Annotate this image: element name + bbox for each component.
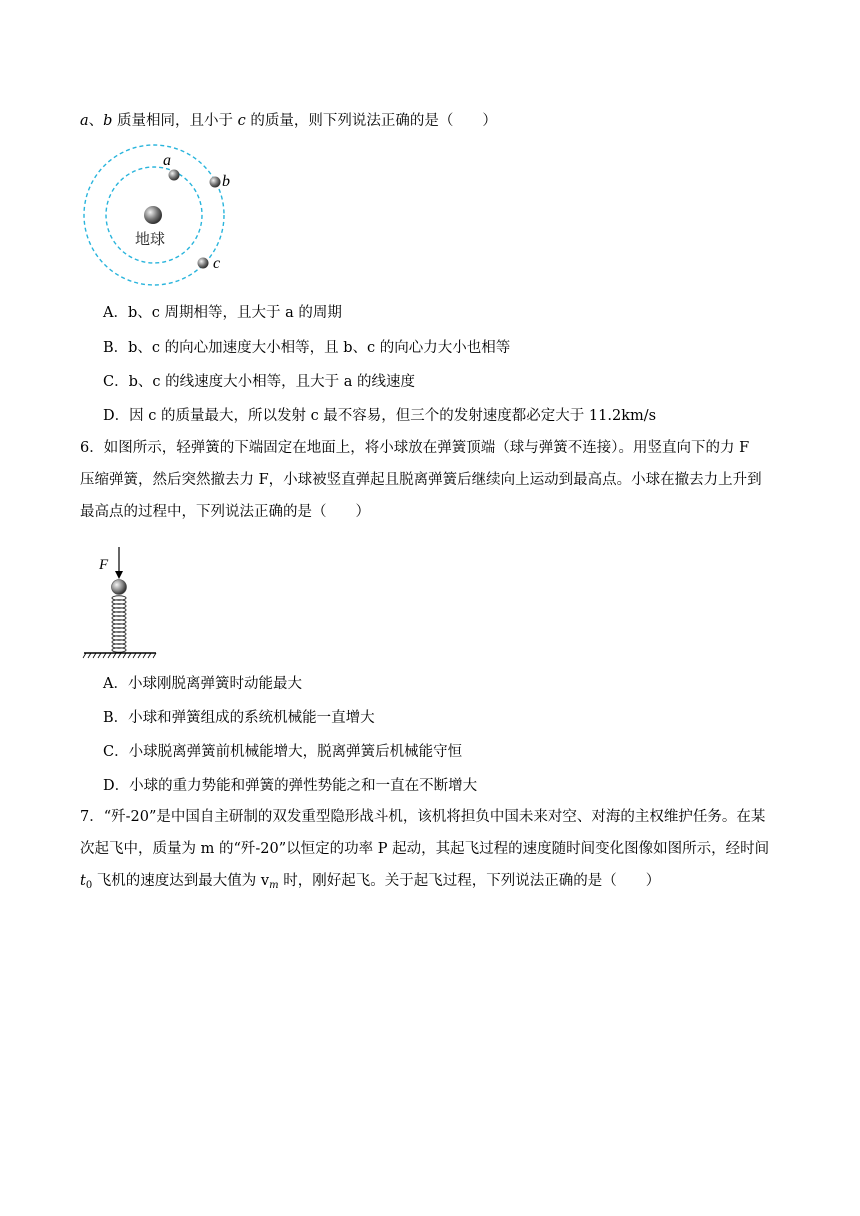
force-label: F (99, 557, 109, 573)
q7-stem-line2: 次起飞中，质量为 m 的“歼-20”以恒定的功率 P 起动，其起飞过程的速度随时间变化图像如图所示，经时间 (80, 841, 770, 857)
q6-stem-line1: 6．如图所示，轻弹簧的下端固定在地面上，将小球放在弹簧顶端（球与弹簧不连接）。用竖直向下的力 F (80, 440, 750, 456)
q5-intro-sep: 、 (88, 113, 104, 129)
ground-hatching (83, 653, 156, 658)
spring-figure (82, 545, 158, 660)
orbit-figure (80, 142, 240, 290)
q7-line3-end: 时，刚好起飞。关于起飞过程，下列说法正确的是（ ） (278, 873, 661, 889)
q5-intro (80, 111, 497, 131)
force-arrowhead (115, 571, 123, 579)
q5-option-d: D．因 c 的质量最大，所以发射 c 最不容易，但三个的发射速度都必定大于 11.2km/s (103, 408, 657, 424)
q5-option-c: C．b、c 的线速度大小相等，且大于 a 的线速度 (103, 374, 415, 390)
satellite-b (210, 177, 221, 188)
q6-option-d: D．小球的重力势能和弹簧的弹性势能之和一直在不断增大 (103, 778, 478, 794)
q6-option-c: C．小球脱离弹簧前机械能增大，脱离弹簧后机械能守恒 (103, 744, 463, 760)
satellite-c (198, 258, 209, 269)
q5-option-b: B．b、c 的向心加速度大小相等，且 b、c 的向心力大小也相等 (103, 340, 511, 356)
q7-stem-line3 (80, 871, 660, 896)
q5-option-a: A．b、c 周期相等，且大于 a 的周期 (103, 305, 342, 321)
satellite-b-label: b (222, 173, 230, 190)
earth-label: 地球 (135, 232, 166, 248)
q5-intro-mid: 质量相同，且小于 (112, 113, 238, 129)
q7-stem-line1: 7．“歼-20”是中国自主研制的双发重型隐形战斗机，该机将担负中国未来对空、对海的主权维护任务。在某 (80, 809, 766, 825)
q6-stem-line2: 压缩弹簧，然后突然撤去力 F，小球被竖直弹起且脱离弹簧后继续向上运动到最高点。小球在撤去力上升到 (80, 472, 762, 488)
q7-line3-mid: 飞机的速度达到最大值为 v (92, 873, 270, 889)
satellite-a-label: a (163, 152, 171, 169)
earth (144, 206, 162, 224)
q5-intro-end: 的质量，则下列说法正确的是（ ） (245, 113, 497, 129)
q6-option-b: B．小球和弹簧组成的系统机械能一直增大 (103, 710, 375, 726)
satellite-a (169, 170, 180, 181)
q7-t-sub: 0 (85, 880, 93, 891)
spring-coil (112, 596, 126, 652)
ball (112, 580, 127, 595)
q5-intro-c: c (237, 113, 246, 129)
q6-stem-line3: 最高点的过程中，下列说法正确的是（ ） (80, 504, 370, 520)
satellite-c-label: c (213, 255, 221, 272)
q7-t: t (80, 873, 86, 889)
q7-v-sub: m (269, 880, 279, 891)
q5-intro-b: b (103, 113, 113, 129)
q5-intro-a: a (80, 113, 89, 129)
q6-option-a: A．小球刚脱离弹簧时动能最大 (103, 676, 302, 692)
